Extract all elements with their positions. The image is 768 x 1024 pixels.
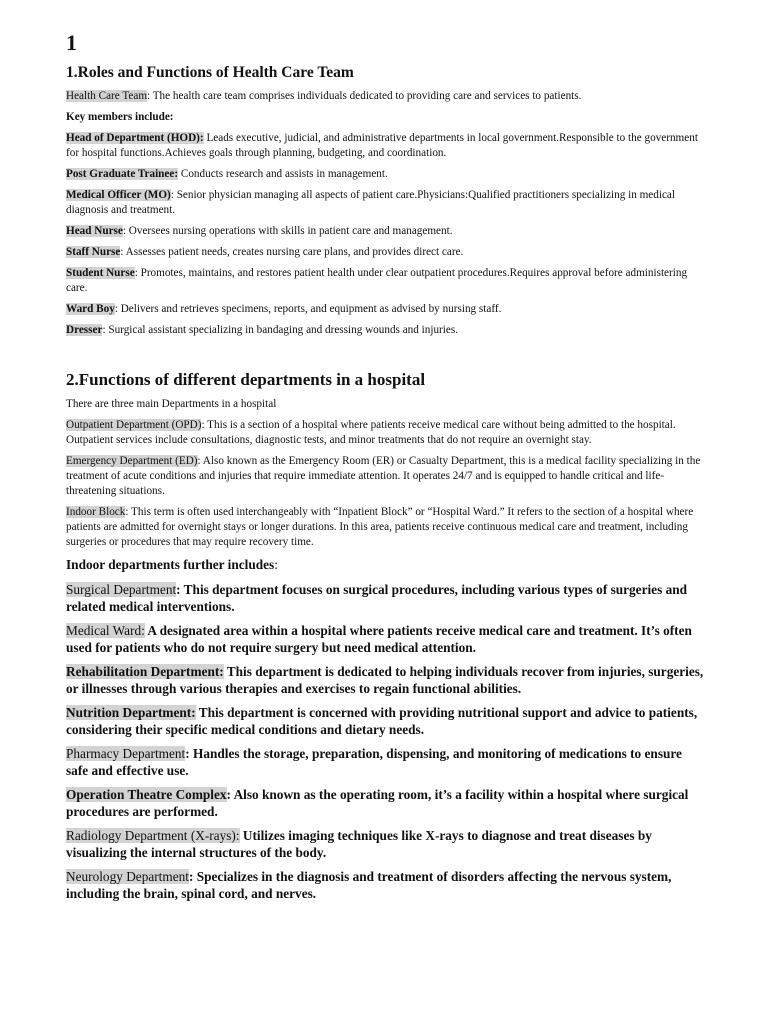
member-text: : Senior physician managing all aspects of patient care.Physicians:Qualified practitioners specializing in medical diagnosis and treatment. bbox=[66, 189, 676, 216]
member-item bbox=[66, 302, 706, 317]
department-text: : This is a section of a hospital where patients receive medical care without being admitted to the hospital. Outpatient services include consultations, diagnostic tests, and minor treatments that do not require an overnight stay. bbox=[66, 419, 676, 446]
member-term: Head Nurse bbox=[66, 225, 123, 237]
indoor-term: Nutrition Department: bbox=[66, 705, 196, 720]
section-1-heading: 1.Roles and Functions of Health Care Team bbox=[66, 64, 354, 81]
document-page bbox=[66, 30, 706, 909]
member-text: : Assesses patient needs, creates nursing care plans, and provides direct care. bbox=[120, 246, 464, 258]
member-term: Dresser bbox=[66, 324, 103, 336]
indoor-term: Pharmacy Department bbox=[66, 746, 186, 761]
department-item bbox=[66, 418, 706, 448]
member-term: Post Graduate Trainee: bbox=[66, 168, 179, 180]
department-text: : This term is often used interchangeably with “Inpatient Block” or “Hospital Ward.” It refers to the section of a hospital where patients are admitted for overnight stays or longer durations. In this area, patients receive continuous medical care and treatment, including surgeries or procedures that may require recovery time. bbox=[66, 506, 694, 548]
member-item bbox=[66, 188, 706, 218]
section-2-heading: 2.Functions of different departments in a hospital bbox=[66, 370, 426, 389]
indoor-item bbox=[66, 745, 706, 779]
indoor-term: Radiology Department (X-rays): bbox=[66, 828, 240, 843]
indoor-text: : Handles the storage, preparation, dispensing, and monitoring of medications to ensure safe and effective use. bbox=[66, 746, 682, 778]
indoor-term: Medical Ward: bbox=[66, 623, 145, 638]
member-item bbox=[66, 266, 706, 296]
member-term: Head of Department (HOD): bbox=[66, 132, 204, 144]
indoor-text: : This department focuses on surgical procedures, including various types of surgeries and related medical interventions. bbox=[66, 582, 688, 614]
indoor-intro-text: Indoor departments further includes bbox=[66, 557, 275, 572]
key-members-label: Key members include: bbox=[66, 111, 174, 123]
indoor-item bbox=[66, 827, 706, 861]
definition-text: : The health care team comprises individuals dedicated to providing care and services to patients. bbox=[147, 90, 582, 102]
indoor-item bbox=[66, 868, 706, 902]
member-item bbox=[66, 131, 706, 161]
indoor-text: This department is concerned with providing nutritional support and advice to patients, considering their specific medical conditions and dietary needs. bbox=[66, 705, 698, 737]
indoor-text: This department is dedicated to helping individuals recover from injuries, surgeries, or illnesses through various therapies and exercises to regain functional abilities. bbox=[66, 664, 704, 696]
member-item bbox=[66, 167, 706, 182]
member-term: Medical Officer (MO) bbox=[66, 189, 171, 201]
indoor-item bbox=[66, 581, 706, 615]
indoor-item bbox=[66, 663, 706, 697]
indoor-term: Neurology Department bbox=[66, 869, 189, 884]
indoor-item bbox=[66, 704, 706, 738]
member-text: : Delivers and retrieves specimens, reports, and equipment as advised by nursing staff. bbox=[114, 303, 502, 315]
page-number: 1 bbox=[66, 30, 77, 55]
member-term: Student Nurse bbox=[66, 267, 135, 279]
indoor-item bbox=[66, 786, 706, 820]
member-item bbox=[66, 245, 706, 260]
department-term: Emergency Department (ED) bbox=[66, 455, 198, 467]
member-text: Leads executive, judicial, and administrative departments in local government.Responsible to the government for hospital functions.Achieves goals through planning, budgeting, and coordination. bbox=[66, 132, 698, 159]
department-term: Indoor Block bbox=[66, 506, 126, 518]
department-term: Outpatient Department (OPD) bbox=[66, 419, 202, 431]
indoor-text: : Also known as the operating room, it’s a facility within a hospital where surgical procedures are performed. bbox=[66, 787, 689, 819]
indoor-term: Surgical Department bbox=[66, 582, 177, 597]
section-gap bbox=[66, 344, 706, 370]
indoor-item bbox=[66, 622, 706, 656]
indoor-text: A designated area within a hospital where patients receive medical care and treatment. It’s often used for patients who do not require surgery but need medical attention. bbox=[66, 623, 692, 655]
member-text: : Promotes, maintains, and restores patient health under clear outpatient procedures.Requires approval before administering care. bbox=[66, 267, 688, 294]
department-text: : Also known as the Emergency Room (ER) or Casualty Department, this is a medical facility specializing in the treatment of acute conditions and injuries that require immediate attention. It operates 24/7 and is equipped to handle critical and life-threatening situations. bbox=[66, 455, 701, 497]
indoor-intro-colon: : bbox=[274, 557, 278, 572]
member-text: Conducts research and assists in management. bbox=[178, 168, 388, 180]
member-item bbox=[66, 224, 706, 239]
indoor-departments-intro bbox=[66, 556, 706, 573]
indoor-term: Operation Theatre Complex bbox=[66, 787, 227, 802]
indoor-text: : Specializes in the diagnosis and treatment of disorders affecting the nervous system, including the brain, spinal cord, and nerves. bbox=[66, 869, 672, 901]
member-text: : Surgical assistant specializing in bandaging and dressing wounds and injuries. bbox=[102, 324, 459, 336]
departments-intro: There are three main Departments in a hospital bbox=[66, 398, 277, 410]
member-text: : Oversees nursing operations with skills in patient care and management. bbox=[122, 225, 453, 237]
indoor-term: Rehabilitation Department: bbox=[66, 664, 224, 679]
member-term: Ward Boy bbox=[66, 303, 115, 315]
department-item bbox=[66, 505, 706, 550]
health-care-team-definition bbox=[66, 89, 706, 104]
indoor-text: Utilizes imaging techniques like X-rays to diagnose and treat diseases by visualizing the internal structures of the body. bbox=[66, 828, 652, 860]
member-item bbox=[66, 323, 706, 338]
member-term: Staff Nurse bbox=[66, 246, 121, 258]
department-item bbox=[66, 454, 706, 499]
highlighted-term: Health Care Team bbox=[66, 90, 148, 102]
